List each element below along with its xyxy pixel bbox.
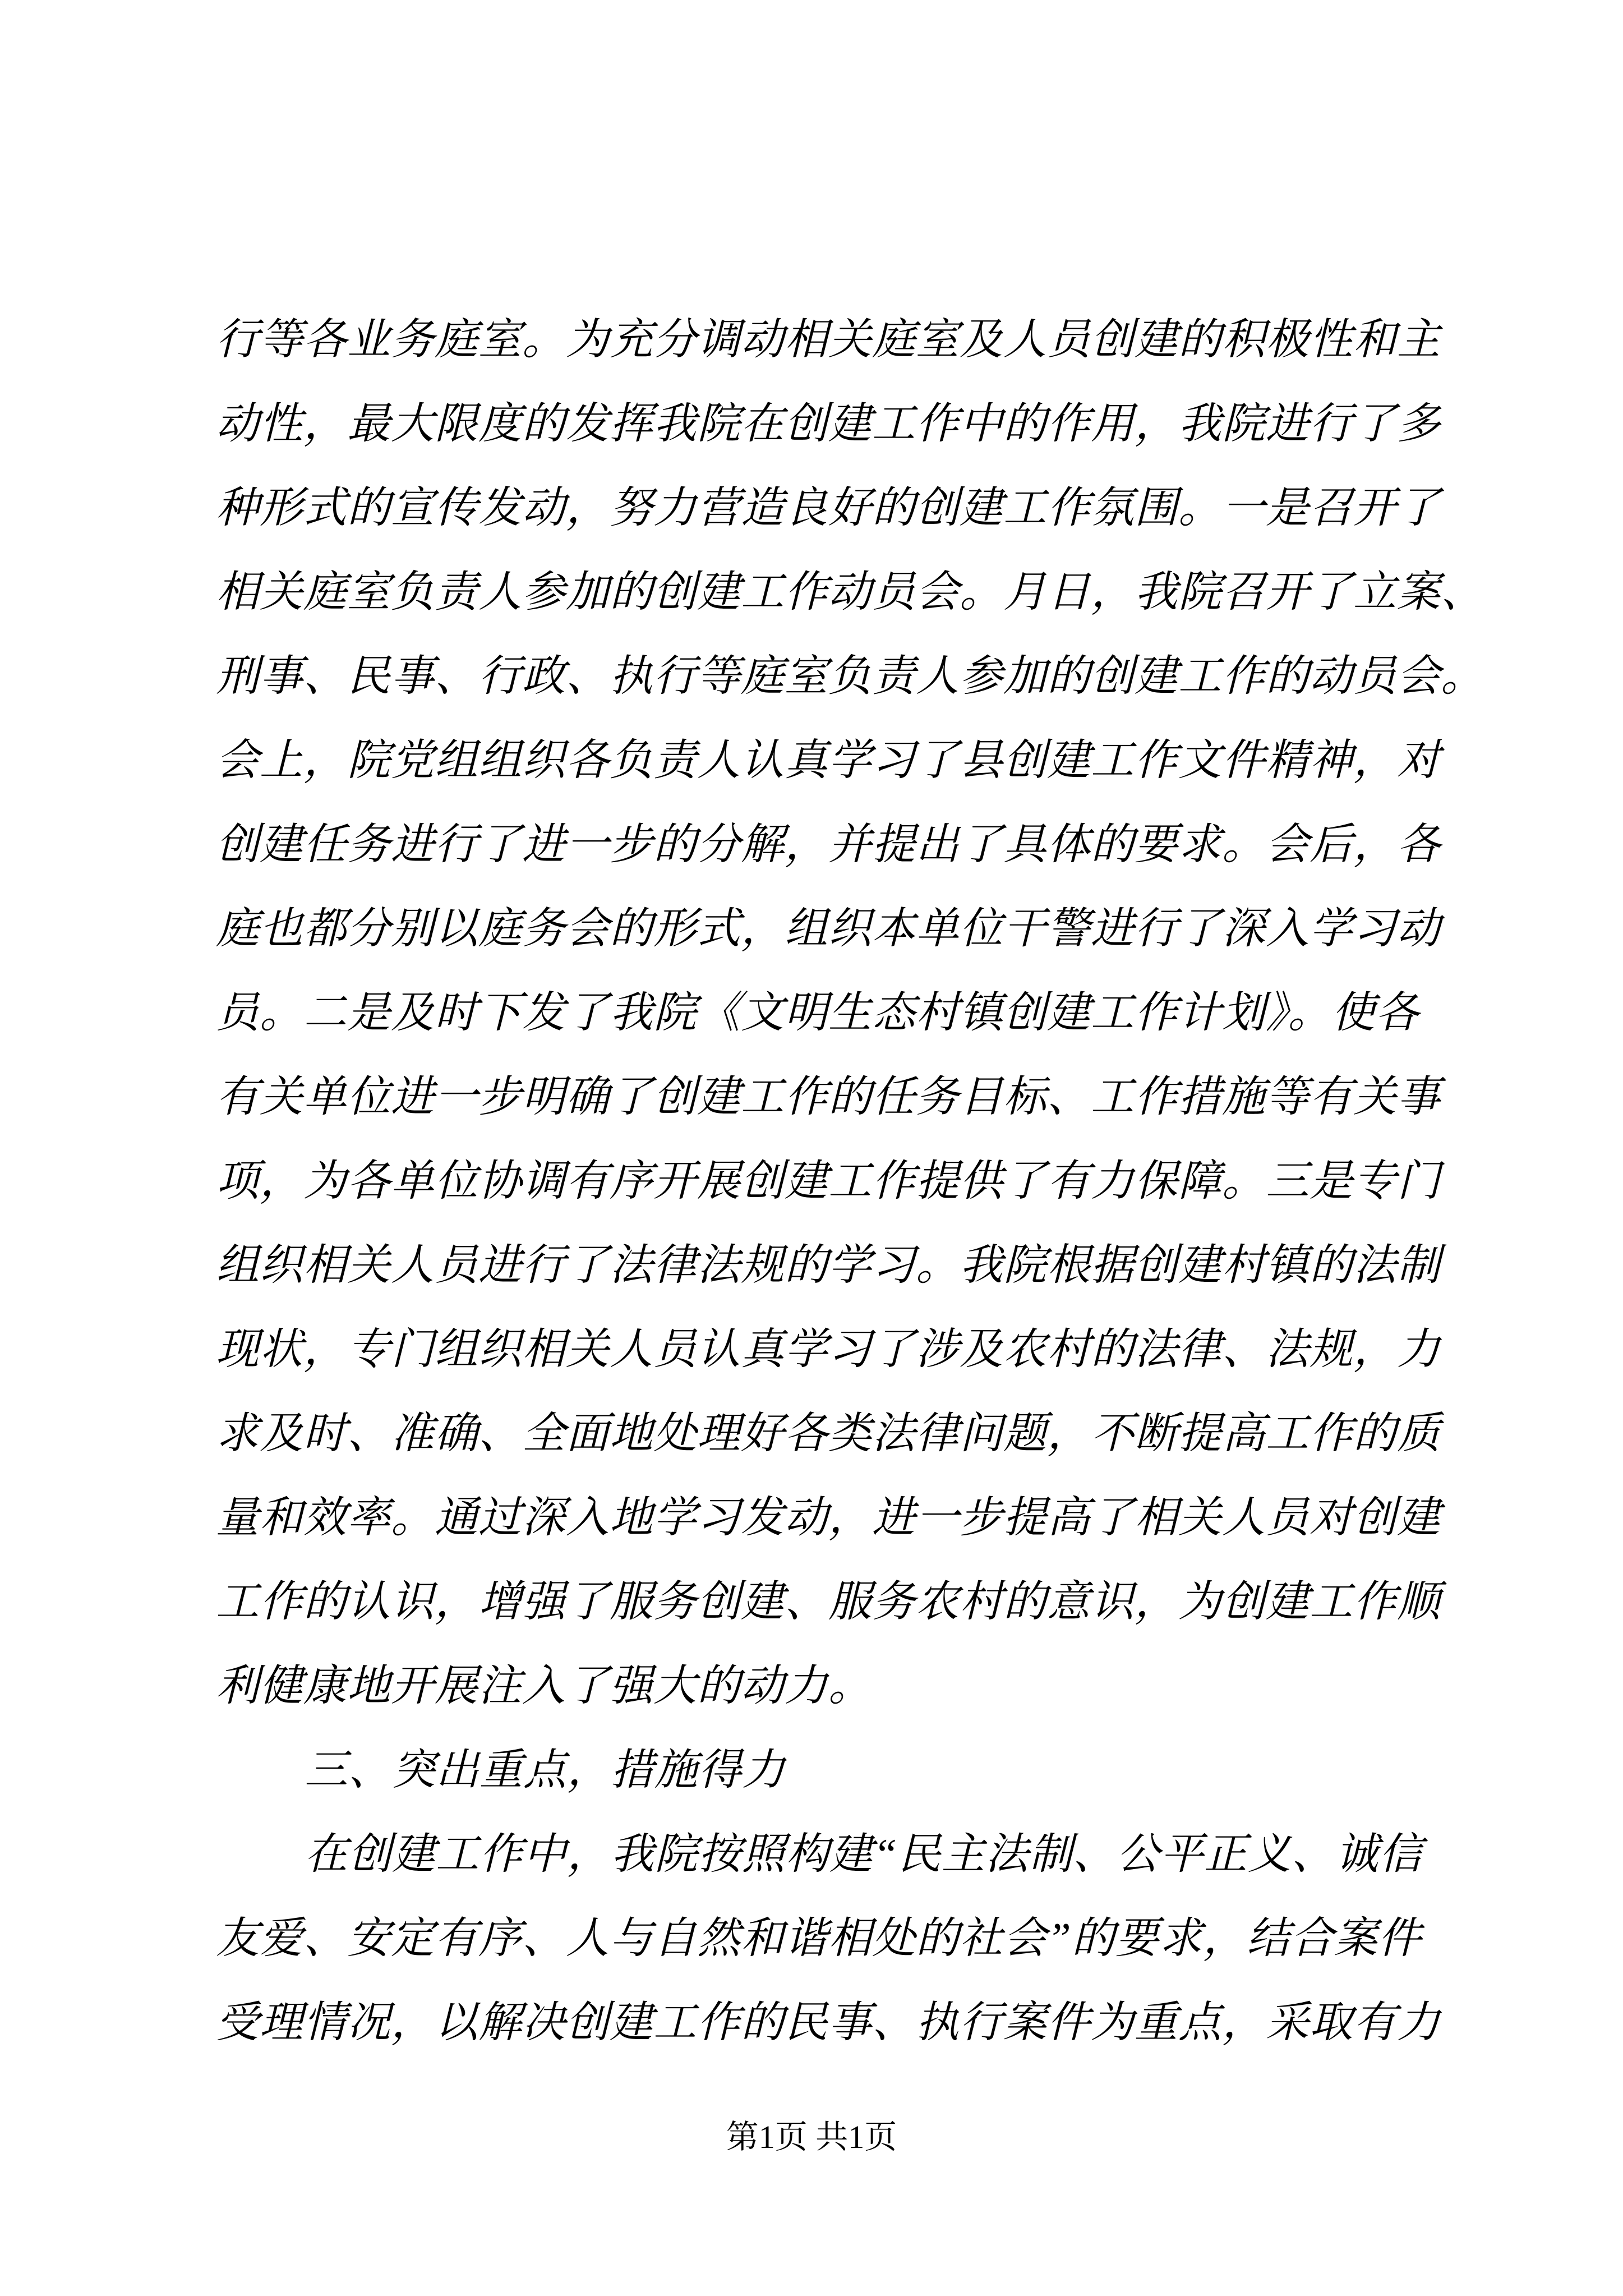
text-line: 项，为各单位协调有序开展创建工作提供了有力保障。三是专门 xyxy=(216,1157,1441,1205)
page-number-footer: 第1页 共1页 xyxy=(726,2119,897,2155)
text-line: 工作的认识，增强了服务创建、服务农村的意识，为创建工作顺 xyxy=(216,1577,1441,1626)
text-line: 种形式的宣传发动，努力营造良好的创建工作氛围。一是召开了 xyxy=(216,484,1441,532)
section-heading: 三、突出重点，措施得力 xyxy=(305,1746,786,1794)
text-line: 友爱、安定有序、人与自然和谐相处的社会”的要求，结合案件 xyxy=(216,1914,1422,1962)
text-line: 员。二是及时下发了我院《文明生态村镇创建工作计划》。使各 xyxy=(216,988,1419,1037)
text-line: 刑事、民事、行政、执行等庭室负责人参加的创建工作的动员会。 xyxy=(216,652,1484,700)
text-line: 利健康地开展注入了强大的动力。 xyxy=(216,1662,872,1710)
text-line: 组织相关人员进行了法律法规的学习。我院根据创建村镇的法制 xyxy=(216,1241,1441,1289)
text-line: 有关单位进一步明确了创建工作的任务目标、工作措施等有关事 xyxy=(216,1073,1441,1121)
text-line: 动性，最大限度的发挥我院在创建工作中的作用，我院进行了多 xyxy=(216,399,1441,448)
text-line: 受理情况，以解决创建工作的民事、执行案件为重点，采取有力 xyxy=(216,1998,1441,2046)
text-line: 现状，专门组织相关人员认真学习了涉及农村的法律、法规，力 xyxy=(216,1325,1441,1373)
document-body xyxy=(216,297,1484,2064)
text-line: 庭也都分别以庭务会的形式，组织本单位干警进行了深入学习动 xyxy=(216,904,1441,953)
text-line: 相关庭室负责人参加的创建工作动员会。月日，我院召开了立案、 xyxy=(216,568,1484,616)
text-line: 量和效率。通过深入地学习发动，进一步提高了相关人员对创建 xyxy=(216,1493,1441,1542)
text-line: 创建任务进行了进一步的分解，并提出了具体的要求。会后，各 xyxy=(216,820,1441,868)
text-line: 会上，院党组组织各负责人认真学习了县创建工作文件精神，对 xyxy=(216,736,1441,784)
text-line: 行等各业务庭室。为充分调动相关庭室及人员创建的积极性和主 xyxy=(216,315,1441,364)
text-line: 在创建工作中，我院按照构建“民主法制、公平正义、诚信 xyxy=(305,1830,1423,1878)
text-line: 求及时、准确、全面地处理好各类法律问题，不断提高工作的质 xyxy=(216,1409,1441,1457)
